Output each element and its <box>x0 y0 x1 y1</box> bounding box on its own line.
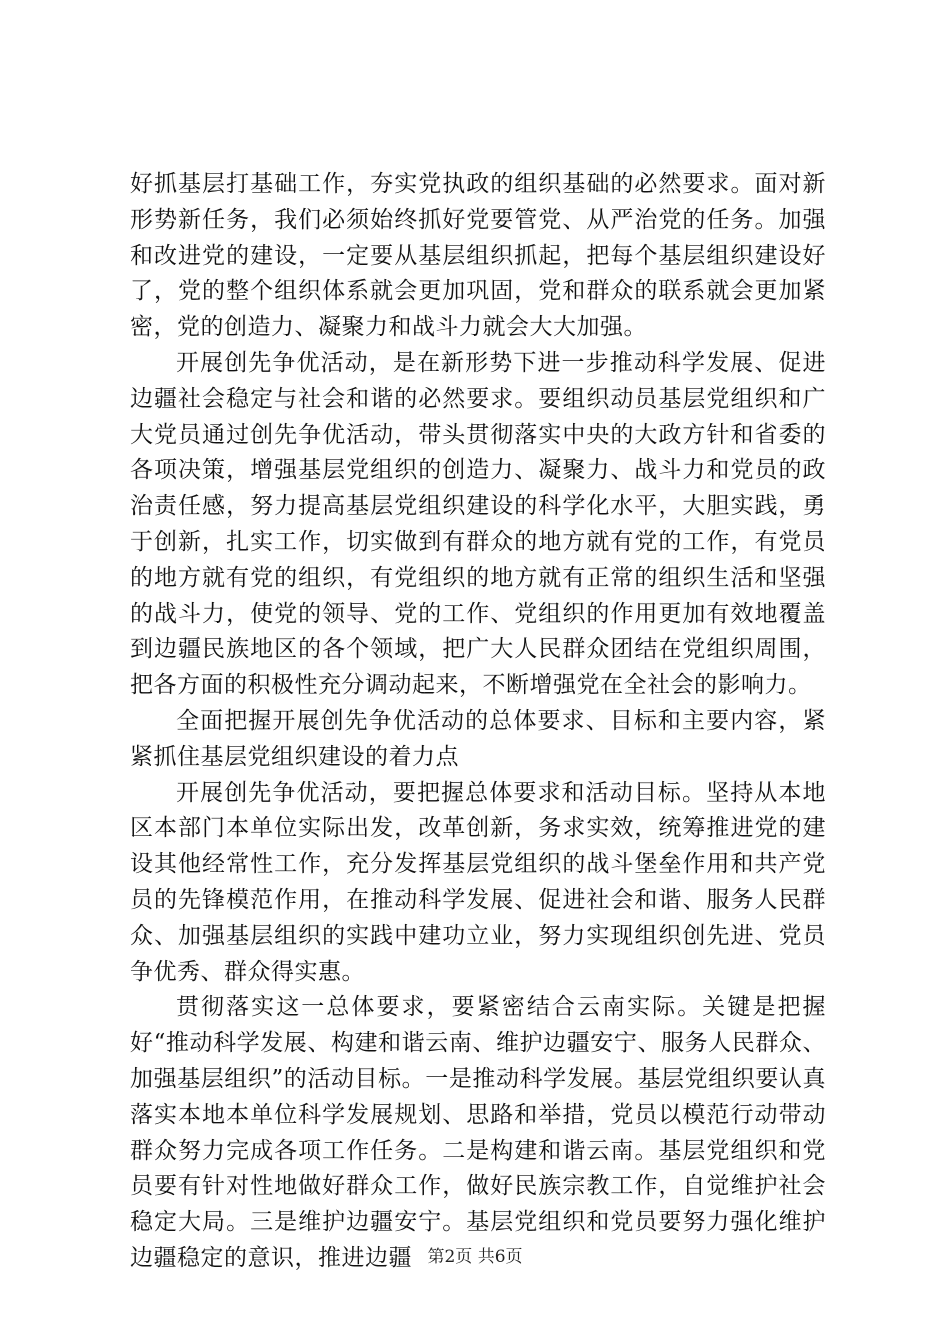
paragraph-5: 贯彻落实这一总体要求，要紧密结合云南实际。关键是把握好“推动科学发展、构建和谐云南、维护边疆安宁、服务人民群众、加强基层组织”的活动目标。一是推动科学发展。基层党组织要认真落实本地本单位科学发展规划、思路和举措，党员以模范行动带动群众努力完成各项工作任务。二是构建和谐云南。基层党组织和党员要有针对性地做好群众工作，做好民族宗教工作，自觉维护社会稳定大局。三是维护边疆安宁。基层党组织和党员要努力强化维护边疆稳定的意识，推进边疆 <box>130 994 826 1271</box>
paragraph-2: 开展创先争优活动，是在新形势下进一步推动科学发展、促进边疆社会稳定与社会和谐的必然要求。要组织动员基层党组织和广大党员通过创先争优活动，带头贯彻落实中央的大政方针和省委的各项决策，增强基层党组织的创造力、凝聚力、战斗力和党员的政治责任感，努力提高基层党组织建设的科学化水平，大胆实践，勇于创新，扎实工作，切实做到有群众的地方就有党的工作，有党员的地方就有党的组织，有党组织的地方就有正常的组织生活和坚强的战斗力，使党的领导、党的工作、党组织的作用更加有效地覆盖到边疆民族地区的各个领域，把广大人民群众团结在党组织周围，把各方面的积极性充分调动起来，不断增强党在全社会的影响力。 <box>130 349 826 699</box>
paragraph-4: 开展创先争优活动，要把握总体要求和活动目标。坚持从本地区本部门本单位实际出发，改革创新，务求实效，统筹推进党的建设其他经常性工作，充分发挥基层党组织的战斗堡垒作用和共产党员的先锋模范作用，在推动科学发展、促进社会和谐、服务人民群众、加强基层组织的实践中建功立业，努力实现组织创先进、党员争优秀、群众得实惠。 <box>130 779 826 985</box>
paragraph-1: 好抓基层打基础工作，夯实党执政的组织基础的必然要求。面对新形势新任务，我们必须始终抓好党要管党、从严治党的任务。加强和改进党的建设，一定要从基层组织抓起，把每个基层组织建设好了，党的整个组织体系就会更加巩固，党和群众的联系就会更加紧密，党的创造力、凝聚力和战斗力就会大大加强。 <box>130 171 826 341</box>
paragraph-3: 全面把握开展创先争优活动的总体要求、目标和主要内容，紧紧抓住基层党组织建设的着力点 <box>130 707 826 770</box>
page-footer: 第2页 共6页 <box>427 1247 523 1267</box>
document-body <box>130 167 826 1277</box>
